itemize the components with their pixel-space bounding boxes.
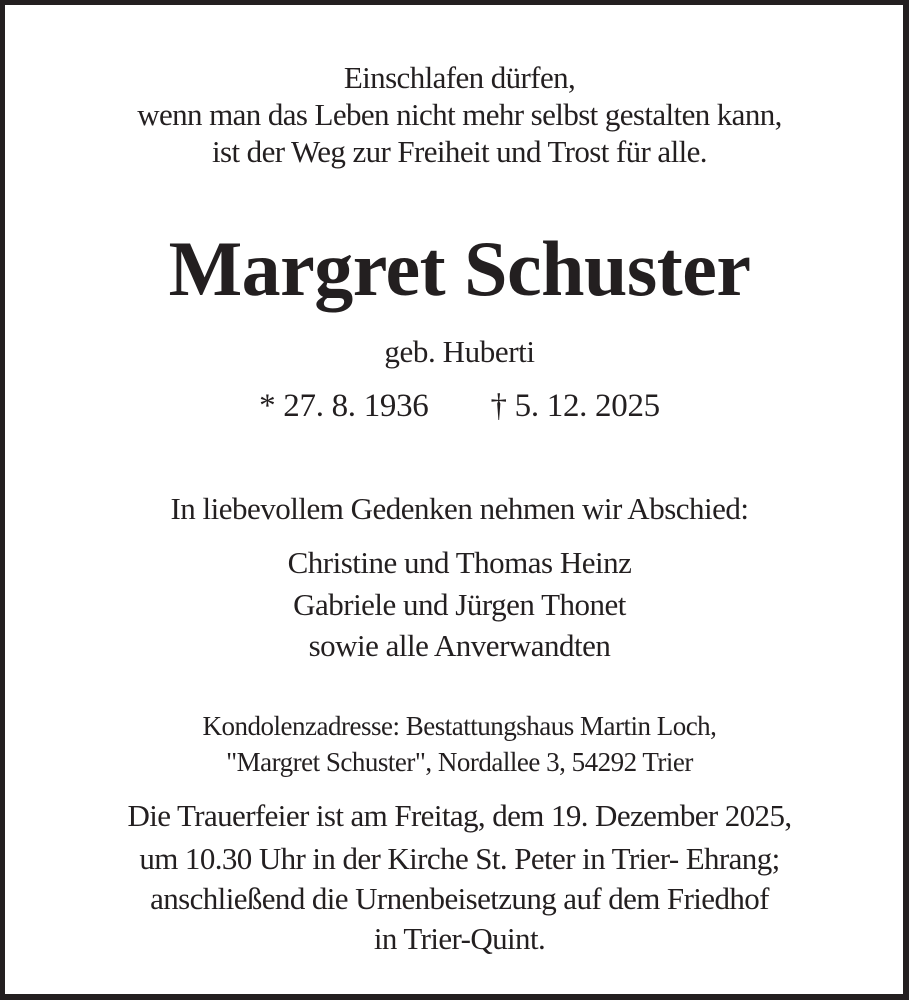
service-info-line: in Trier-Quint. (373, 921, 546, 956)
life-dates (5, 390, 909, 423)
death-date: † 5. 12. 2025 (490, 388, 660, 424)
mourner-line: Christine und Thomas Heinz (287, 545, 632, 580)
mourner-line: sowie alle Anverwandten (308, 628, 611, 663)
condolence-address-line: Kondolenzadresse: Bestattungshaus Martin Loch, (202, 711, 717, 741)
motto-line: Einschlafen dürfen, (343, 60, 576, 95)
mourner-line: Gabriele und Jürgen Thonet (293, 587, 626, 622)
service-info-line: Die Trauerfeier ist am Freitag, dem 19. Dezember 2025, (127, 798, 792, 833)
maiden-name: geb. Huberti (384, 334, 535, 369)
motto-line: wenn man das Leben nicht mehr selbst gestalten kann, (137, 97, 782, 132)
service-info-line: anschließend die Urnenbeisetzung auf dem Friedhof (150, 881, 769, 916)
farewell-intro: In liebevollem Gedenken nehmen wir Abschied: (170, 491, 749, 526)
condolence-address-line: "Margret Schuster", Nordallee 3, 54292 Trier (226, 747, 693, 777)
motto-line: ist der Weg zur Freiheit und Trost für alle. (212, 134, 707, 169)
deceased-name: Margret Schuster (168, 225, 751, 312)
birth-date: * 27. 8. 1936 (259, 388, 429, 424)
service-info-line: um 10.30 Uhr in der Kirche St. Peter in Trier- Ehrang; (139, 841, 780, 876)
